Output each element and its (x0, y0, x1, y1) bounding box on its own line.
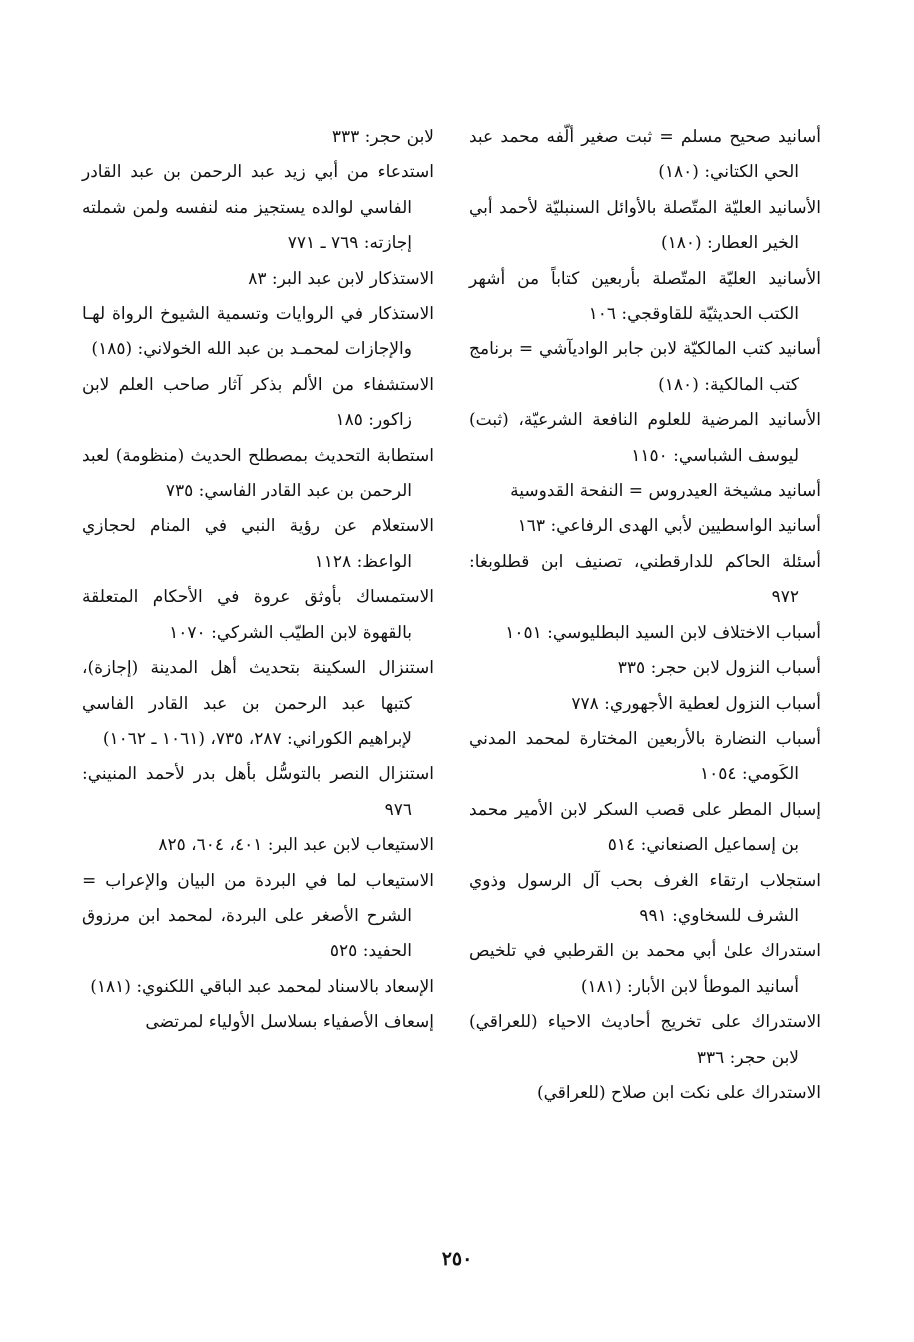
index-entry: الاستعلام عن رؤية النبي في المنام لحجازي الواعظ: ١١٢٨ (82, 516, 434, 572)
index-entry: الأسانيد المرضية للعلوم النافعة الشرعيّة، (ثبت) ليوسف الشباسي: ١١٥٠ (469, 410, 821, 466)
index-entry: الاستذكار لابن عبد البر: ٨٣ (248, 268, 434, 289)
index-entry: أسباب النضارة بالأربعين المختارة لمحمد المدني الكَومي: ١٠٥٤ (469, 728, 821, 785)
index-entry: الأسانيد العليّة المتّصلة بالأوائل السنبليّة لأحمد أبي الخير العطار: (١٨٠) (469, 197, 821, 254)
index-entry: الاستيعاب لابن عبد البر: ٤٠١، ٦٠٤، ٨٢٥ (158, 835, 434, 856)
index-entry: أسانيد صحيح مسلم = ثبت صغير ألّفه محمد عبد الحي الكتاني: (١٨٠) (469, 127, 821, 183)
index-column-left (82, 120, 434, 1041)
index-entry: الاستدراك على نكت ابن صلاح (للعراقي) (536, 1082, 821, 1103)
index-entry: الاستمساك بأوثق عروة في الأحكام المتعلقة بالقهوة لابن الطيّب الشركي: ١٠٧٠ (82, 587, 434, 643)
index-entry: استدراك علىٰ أبي محمد بن القرطبي في تلخيص أسانيد الموطأ لابن الأبار: (١٨١) (469, 941, 821, 997)
index-entry: استنزال النصر بالتوسُّل بأهل بدر لأحمد المنيني: ٩٧٦ (82, 764, 434, 820)
index-entry: الاستذكار في الروايات وتسمية الشيوخ الرواة لهـا والإجازات لمحمـد بن عبد الله الخولاني: (١٨٥) (82, 304, 434, 360)
index-column-right (469, 120, 821, 1111)
index-entry: الاستشفاء من الألم بذكر آثار صاحب العلم لابن زاكور: ١٨٥ (82, 374, 434, 431)
index-entry: استطابة التحديث بمصطلح الحديث (منظومة) لعبد الرحمن بن عبد القادر الفاسي: ٧٣٥ (82, 445, 434, 502)
index-entry: إسبال المطر على قصب السكر لابن الأمير محمد بن إسماعيل الصنعاني: ٥١٤ (469, 799, 821, 856)
index-entry: أسباب الاختلاف لابن السيد البطليوسي: ١٠٥١ (505, 622, 821, 643)
index-entry: لابن حجر: ٣٣٣ (331, 127, 434, 147)
index-entry: الاستدراك على تخريج أحاديث الاحياء (للعراقي) لابن حجر: ٣٣٦ (469, 1012, 821, 1068)
index-entry: أسانيد الواسطيين لأبي الهدى الرفاعي: ١٦٣ (517, 516, 821, 537)
index-entry: أسئلة الحاكم للدارقطني، تصنيف ابن قطلوبغا: ٩٧٢ (469, 551, 821, 608)
index-entry: أسانيد كتب المالكيّة لابن جابر الواديآشي = برنامج كتب المالكية: (١٨٠) (469, 339, 821, 395)
index-entry: استنزال السكينة بتحديث أهل المدينة (إجازة)، كتبها عبد الرحمن بن عبد القادر الفاسي لإبراهيم الكوراني: ٢٨٧، ٧٣٥، (١٠٦١ ـ ١٠٦٢) (82, 658, 434, 749)
page-number: ٢٥٠ (441, 1248, 473, 1270)
index-entry: أسباب النزول لعطية الأجهوري: ٧٧٨ (571, 693, 821, 714)
index-entry: استجلاب ارتقاء الغرف بحب آل الرسول وذوي الشرف للسخاوي: ٩٩١ (469, 870, 821, 926)
index-entry: إسعاف الأصفياء بسلاسل الأولياء لمرتضى (145, 1012, 434, 1033)
index-entry: استدعاء من أبي زيد عبد الرحمن بن عبد القادر الفاسي لوالده يستجيز منه لنفسه ولمن شملته إجازته: ٧٦٩ ـ ٧٧١ (82, 162, 434, 254)
index-entry: الاستيعاب لما في البردة من البيان والإعراب = الشرح الأصغر على البردة، لمحمد ابن مرزوق الحفيد: ٥٢٥ (82, 870, 434, 962)
index-entry: الإسعاد بالاسناد لمحمد عبد الباقي اللكنوي: (١٨١) (90, 976, 434, 997)
index-entry: أسانيد مشيخة العيدروس = النفحة القدوسية (510, 481, 821, 502)
index-entry: الأسانيد العليّة المتّصلة بأربعين كتاباً من أشهر الكتب الحديثيّة للقاوقجي: ١٠٦ (469, 268, 821, 325)
index-entry: أسباب النزول لابن حجر: ٣٣٥ (617, 658, 821, 679)
